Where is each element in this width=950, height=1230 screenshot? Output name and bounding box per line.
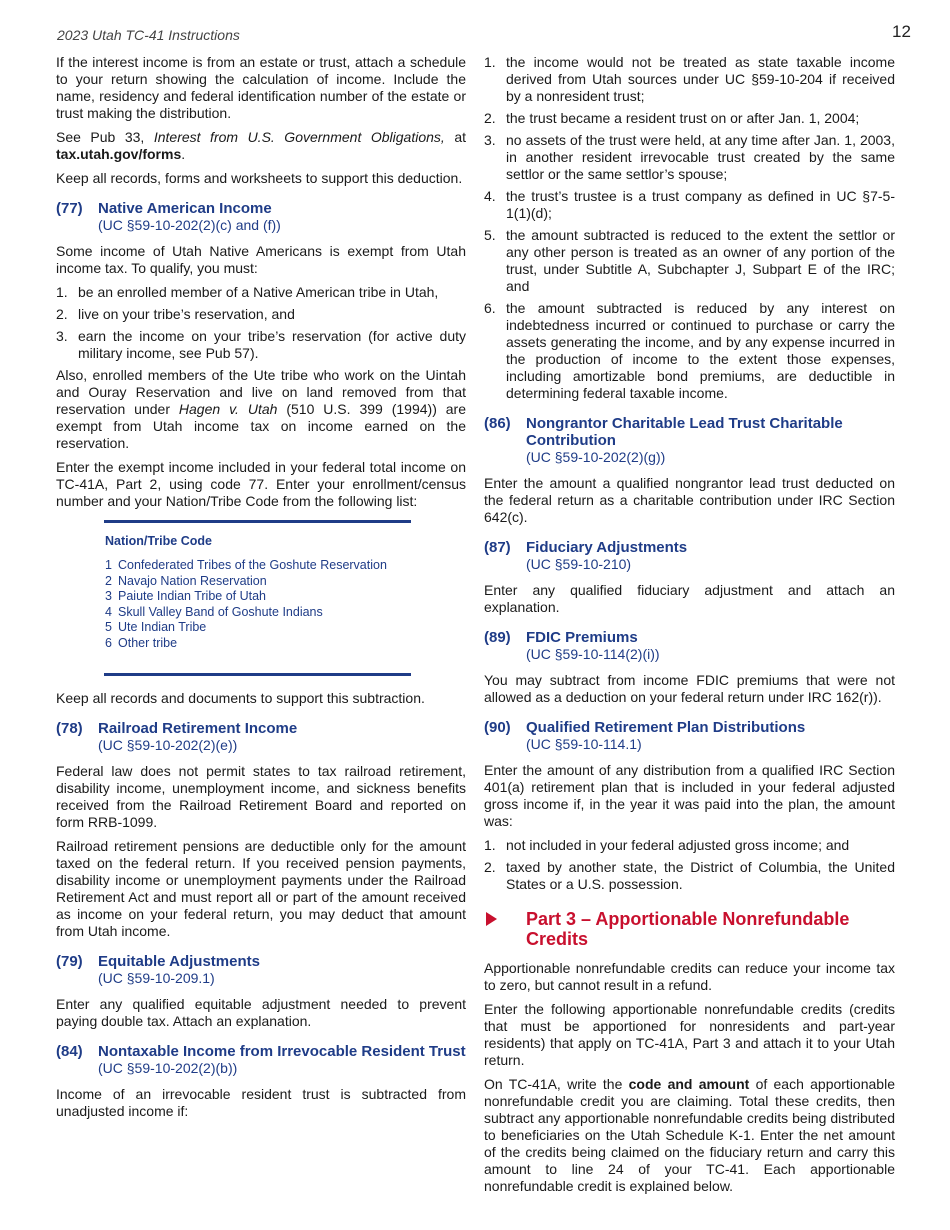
paragraph-90: Enter the amount of any distribution from a qualified IRC Section 401(a) retirement plan that is included in your federal adjusted gross income if, in the year it was paid into the plan, the amount was: [484,762,895,829]
section-90: (90) Qualified Retirement Plan Distributions (UC §59-10-114.1) [484,719,806,752]
section-84: (84) Nontaxable Income from Irrevocable Resident Trust (UC §59-10-202(2)(b)) [56,1043,466,1076]
list-item: 2. taxed by another state, the District of Columbia, the United States or a U.S. possession. [484,859,895,892]
paragraph-79: Enter any qualified equitable adjustment needed to prevent paying double tax. Attach an explanation. [56,996,466,1029]
right-column [484,54,895,1202]
pub33-title: Interest from U.S. Government Obligations, [153,129,445,145]
section-86: (86) Nongrantor Charitable Lead Trust Charitable Contribution (UC §59-10-202(2)(g)) [484,415,843,465]
paragraph-89: You may subtract from income FDIC premiums that were not allowed as a deduction on your federal return under IRC 162(r)). [484,672,895,705]
list-item: 3. earn the income on your tribe’s reservation (for active duty military income, see Pub 57). [56,328,466,361]
section-reference: (UC §59-10-202(2)(c) and (f)) [98,217,281,233]
section-77 [56,200,466,234]
paragraph-87: Enter any qualified fiduciary adjustment and attach an explanation. [484,582,895,615]
paragraph-ute-tribe: Also, enrolled members of the Ute tribe who work on the Uintah and Ouray Reservation and live on land removed from that reservation under Hagen v. Utah (510 U.S. 399 (1994)) are exempt from Utah income tax on income earned on the reservation. [56,367,467,451]
tribe-row: 6 Other tribe [105,635,178,650]
paragraph-enter-exempt: Enter the exempt income included in your federal total income on TC-41A, Part 2, using code 77. Enter your enrollment/census number and your Nation/Tribe Code from the following list: [56,459,466,509]
tribe-row: 4 Skull Valley Band of Goshute Indians [105,604,323,619]
paragraph-78-2: Railroad retirement pensions are deductible only for the amount taxed on the federal return. If you received pension payments, disability income or unemployment payments under the Railroad Retirement Act and must report all or part of the amount received as income on your federal return, you may deduct that amount from Utah income. [56,838,466,939]
list-item: 6. the amount subtracted is reduced by any interest on indebtedness incurred or continued to purchase or carry the assets generating the income, and by any expense incurred in the production of income to the extent those expenses, including amortizable bond premiums, are deductible in determining federal taxable income. [484,300,895,401]
paragraph-86: Enter the amount a qualified nongrantor lead trust deducted on the federal return as a charitable contribution under IRC Section 642(c). [484,475,895,525]
paragraph-part3-1: Apportionable nonrefundable credits can reduce your income tax to zero, but cannot result in a refund. [484,960,895,993]
part-3-title: Part 3 – Apportionable Nonrefundable Credits [526,909,850,949]
section-title: Native American Income [98,200,272,217]
list-item: 3. no assets of the trust were held, at any time after Jan. 1, 2003, in another resident irrevocable trust created by the same settlor or the same settlor’s spouse; [484,132,895,182]
section-78: (78) Railroad Retirement Income (UC §59-10-202(2)(e)) [56,720,298,753]
tribe-row: 3 Paiute Indian Tribe of Utah [105,589,267,603]
paragraph-pub33: See Pub 33, Interest from U.S. Government Obligations, at tax.utah.gov/forms. [56,129,466,162]
list-item: 2. live on your tribe’s reservation, and [56,306,295,322]
paragraph-keep-documents: Keep all records and documents to support this subtraction. [56,690,425,706]
list-item: 1. not included in your federal adjusted gross income; and [484,837,850,853]
section-code: (77) [56,200,83,217]
list-item: 5. the amount subtracted is reduced to the extent the settlor or any other person is treated as an owner of any portion of the trust, under Subtitle A, Subchapter J, Subpart E of the IRC; and [484,227,895,294]
tribe-table-title: Nation/Tribe Code [105,534,212,548]
paragraph-estate-trust: If the interest income is from an estate or trust, attach a schedule to your return showing the calculation of income. Include the name, residency and federal identification number of the estate or trust making the distribution. [56,54,466,121]
section-79: (79) Equitable Adjustments (UC §59-10-209.1) [56,953,260,986]
list-item: 4. the trust’s trustee is a trust company as defined in UC §7-5-1(1)(d); [484,188,895,221]
page-number: 12 [892,22,911,41]
tribe-row: 2 Navajo Nation Reservation [105,573,267,588]
section-89: (89) FDIC Premiums (UC §59-10-114(2)(i)) [484,629,660,662]
section-87: (87) Fiduciary Adjustments (UC §59-10-210) [484,539,688,572]
list-item: 2. the trust became a resident trust on or after Jan. 1, 2004; [484,110,860,126]
forms-link[interactable]: tax.utah.gov/forms [56,146,182,162]
paragraph-part3-2: Enter the following apportionable nonrefundable credits (credits that must be apportioned for nonresidents and part-year residents) that apply on TC-41A, Part 3 and attach it to your Utah return. [484,1001,895,1068]
list-item: 1. the income would not be treated as state taxable income derived from Utah sources under UC §59-10-204 if received by a nonresident trust; [484,54,895,104]
paragraph-77-intro: Some income of Utah Native Americans is exempt from Utah income tax. To qualify, you must: [56,243,466,276]
triangle-right-icon [486,912,497,926]
tribe-row: 5 Ute Indian Tribe [105,620,207,634]
paragraph-part3-3: On TC-41A, write the code and amount of each apportionable nonrefundable credit you are claiming. Total these credits, then subtract any apportionable nonrefundable credits being distributed to beneficiaries on the Utah Schedule K-1. Enter the net amount of the credits being claimed on the fiduciary return and carry this amount to line 24 of your TC-41. Each apportionable nonrefundable credit is explained below. [484,1076,895,1194]
paragraph-78-1: Federal law does not permit states to tax railroad retirement, disability income, unemployment income, and sickness benefits received from the Railroad Retirement Board and reported on form RRB-1099. [56,763,466,830]
left-column [56,54,466,1127]
paragraph-keep-records: Keep all records, forms and worksheets to support this deduction. [56,170,463,186]
paragraph-84: Income of an irrevocable resident trust is subtracted from unadjusted income if: [56,1086,466,1119]
part-3-heading [484,909,895,949]
tribe-row: 1 Confederated Tribes of the Goshute Reservation [105,558,387,572]
running-title: 2023 Utah TC-41 Instructions [57,27,240,43]
list-item: 1. be an enrolled member of a Native American tribe in Utah, [56,284,439,300]
tribe-code-table [104,520,411,676]
